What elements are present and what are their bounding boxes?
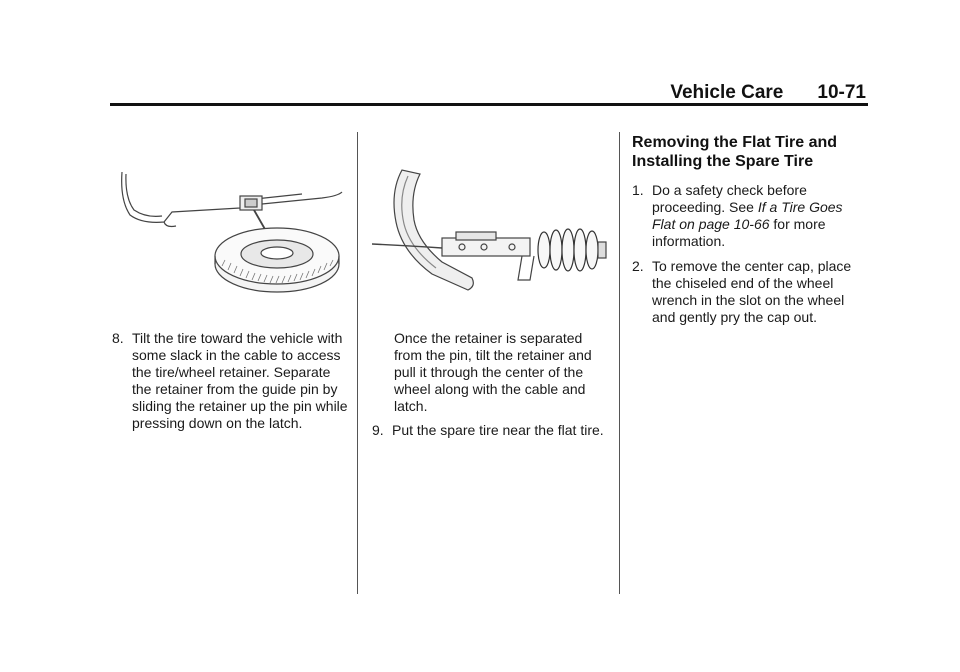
section-title: Vehicle Care — [670, 82, 784, 103]
step-8-text: Tilt the tire toward the vehicle with some slack in the cable to access the tire/wheel retainer. Separate the retainer from the guide pin by sliding the retainer up the pin while pressing down on the latch. — [132, 330, 348, 431]
page-header — [670, 82, 866, 104]
spare-tire-lowered-illustration — [112, 160, 344, 302]
header-rule — [110, 103, 868, 106]
page-number: 10-71 — [817, 82, 866, 103]
column-divider-2 — [619, 132, 620, 594]
step-9-text: Put the spare tire near the flat tire. — [392, 422, 604, 438]
column-divider-1 — [357, 132, 358, 594]
step-2 — [632, 258, 864, 326]
cross-reference-link[interactable]: If a Tire Goes Flat on page 10-66 — [652, 199, 843, 232]
step-9-number: 9. — [372, 422, 384, 438]
column-2 — [372, 330, 610, 445]
step-1-number: 1. — [632, 182, 644, 198]
step-1-text — [652, 182, 864, 250]
column-3 — [632, 133, 864, 334]
step-2-text: To remove the center cap, place the chiseled end of the wheel wrench in the slot on the wheel and gently pry the cap out. — [652, 258, 852, 325]
step-1-text-b: for more information. — [652, 216, 826, 249]
step-8-number: 8. — [112, 330, 124, 346]
section-heading: Removing the Flat Tire and Installing the Spare Tire — [632, 134, 838, 170]
step-8-continuation: Once the retainer is separated from the pin, tilt the retainer and pull it through the center of the wheel along with the cable and latch. — [394, 330, 592, 414]
step-2-number: 2. — [632, 258, 644, 274]
step-9 — [372, 422, 610, 439]
step-1-text-a: Do a safety check before proceeding. See — [652, 182, 807, 215]
retainer-latch-illustration — [372, 162, 608, 312]
column-1 — [112, 330, 350, 438]
step-8 — [112, 330, 350, 432]
step-1 — [632, 182, 864, 250]
